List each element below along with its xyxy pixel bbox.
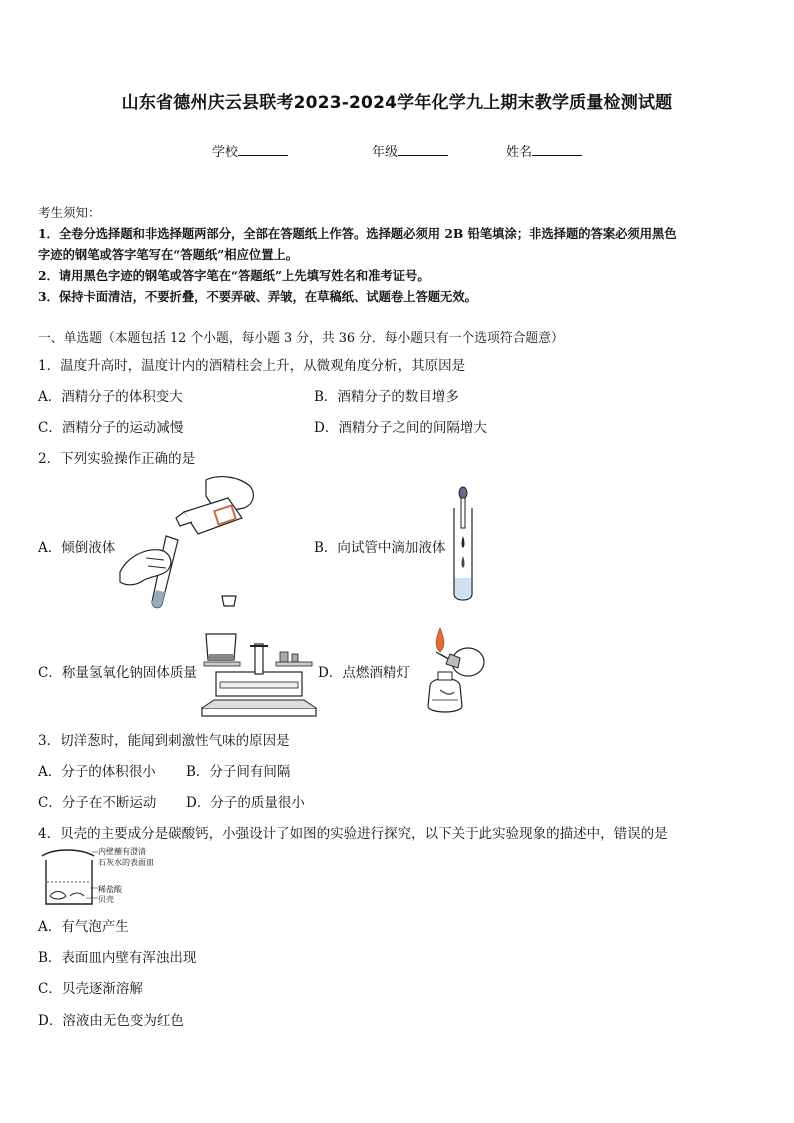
q1-option-a: A．酒精分子的体积变大 <box>38 389 183 405</box>
notice-line-3: 2．请用黑色字迹的钢笔或答字笔在“答题纸”上先填写姓名和准考证号。 <box>38 268 430 283</box>
figure-label-4: 贝壳 <box>98 895 114 904</box>
name-label: 姓名 <box>506 145 533 160</box>
notice-line-2: 字迹的钢笔或答字笔写在“答题纸”相应位置上。 <box>38 247 299 262</box>
figure-label-1: 内壁蘸有澄清 <box>98 847 146 856</box>
q4-stem: 4．贝壳的主要成分是碳酸钙，小强设计了如图的实验进行探究，以下关于此实验现象的描述中，错误的是 <box>38 826 668 842</box>
grade-blank <box>398 143 448 156</box>
q1-option-d: D．酒精分子之间的间隔增大 <box>314 420 487 436</box>
grade-field <box>372 141 448 160</box>
name-blank <box>532 143 582 156</box>
balance-figure <box>200 630 318 718</box>
dropper-figure <box>448 486 478 602</box>
q3-stem: 3．切洋葱时，能闻到刺激性气味的原因是 <box>38 733 290 749</box>
figure-label-3: 稀盐酸 <box>98 885 122 894</box>
shell-experiment-figure <box>40 846 100 908</box>
q2-option-c: C．称量氢氧化钠固体质量 <box>38 665 197 681</box>
q2-option-b: B．向试管中滴加液体 <box>314 540 446 556</box>
q2-stem: 2．下列实验操作正确的是 <box>38 451 196 467</box>
q3-option-c: C．分子在不断运动 <box>38 795 157 811</box>
q2-option-a: A．倾倒液体 <box>38 540 116 556</box>
name-field <box>506 141 582 160</box>
q2-option-d: D．点燃酒精灯 <box>318 665 410 681</box>
q4-option-d: D．溶液由无色变为红色 <box>38 1013 184 1029</box>
q4-option-a: A．有气泡产生 <box>38 919 129 935</box>
school-blank <box>238 143 288 156</box>
figure-label-2: 石灰水的表面皿 <box>98 858 154 867</box>
q1-stem: 1．温度升高时，温度计内的酒精柱会上升，从微观角度分析，其原因是 <box>38 358 466 374</box>
q3-option-b: B．分子间有间隔 <box>186 764 291 780</box>
q3-option-d: D．分子的质量很小 <box>186 795 305 811</box>
page-title: 山东省德州庆云县联考2023-2024学年化学九上期末教学质量检测试题 <box>121 93 673 113</box>
q4-option-b: B．表面皿内壁有浑浊出现 <box>38 950 197 966</box>
q4-option-c: C．贝壳逐渐溶解 <box>38 981 143 997</box>
section-heading: 一、单选题（本题包括 12 个小题，每小题 3 分，共 36 分．每小题只有一个选项符合题意） <box>38 331 564 346</box>
grade-label: 年级 <box>372 145 399 160</box>
q1-option-b: B．酒精分子的数目增多 <box>314 389 459 405</box>
alcohol-lamp-figure <box>410 624 494 716</box>
notice-line-1: 1．全卷分选择题和非选择题两部分，全部在答题纸上作答。选择题必须用 2B 铅笔填涂；非选择题的答案必须用黑色 <box>38 226 677 241</box>
school-field <box>212 141 288 160</box>
notice-line-4: 3．保持卡面清洁，不要折叠，不要弄破、弄皱，在草稿纸、试题卷上答题无效。 <box>38 289 477 304</box>
q1-option-c: C．酒精分子的运动减慢 <box>38 420 184 436</box>
notice-heading: 考生须知： <box>38 205 101 220</box>
pouring-liquid-figure <box>118 472 268 612</box>
q3-option-a: A．分子的体积很小 <box>38 764 156 780</box>
school-label: 学校 <box>212 145 239 160</box>
